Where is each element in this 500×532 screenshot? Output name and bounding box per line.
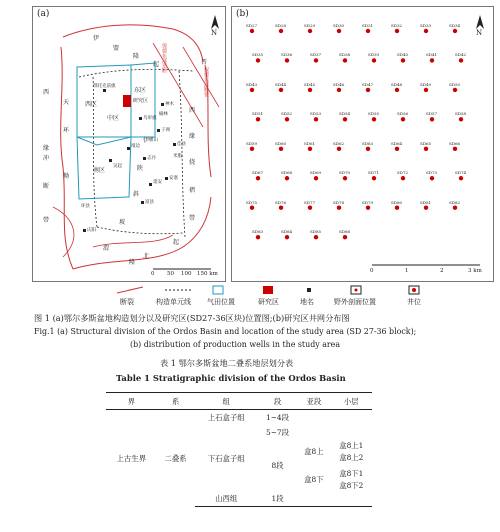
well-marker bbox=[256, 176, 260, 180]
well-label: SD43 bbox=[246, 81, 258, 87]
region-chong: 冲 bbox=[43, 155, 50, 162]
study-area-label: 研究区 bbox=[133, 98, 149, 104]
region-jin: 晋 bbox=[201, 59, 208, 66]
well-label: SD29 bbox=[304, 23, 316, 28]
well-marker bbox=[250, 29, 254, 33]
well-marker bbox=[256, 58, 260, 62]
place-hengshan: 横山 bbox=[149, 138, 158, 143]
well-marker bbox=[314, 58, 318, 62]
well-label: SD33 bbox=[420, 23, 432, 28]
well-label: SD66 bbox=[449, 140, 461, 146]
well-marker bbox=[343, 58, 347, 62]
well-label: SD69 bbox=[310, 170, 322, 176]
well-marker bbox=[308, 147, 312, 151]
region-meng: 盟 bbox=[113, 45, 120, 52]
region-xie: 斜 bbox=[133, 191, 140, 198]
well-marker bbox=[256, 235, 260, 239]
well-label: SD54 bbox=[339, 111, 351, 117]
well-label: SD49 bbox=[420, 81, 432, 87]
cell-layer-2: 盒8上2 bbox=[339, 453, 364, 462]
header-formation: 组 bbox=[195, 393, 258, 410]
region-dai-1: 带 bbox=[43, 217, 50, 224]
well-label: SD70 bbox=[339, 170, 351, 176]
well-marker bbox=[401, 58, 405, 62]
header-layer: 小层 bbox=[331, 393, 372, 410]
well-label: SD47 bbox=[362, 81, 374, 87]
place-wushenqi: 乌审旗 bbox=[143, 116, 157, 121]
legend-fault: 断裂 bbox=[120, 298, 134, 306]
region-bei: 北 bbox=[143, 253, 150, 260]
well-label: SD36 bbox=[281, 52, 293, 58]
place-yulin: 榆林 bbox=[159, 112, 168, 117]
well-label: SD40 bbox=[397, 52, 409, 58]
well-marker bbox=[314, 117, 318, 121]
region-qi: 起 bbox=[153, 61, 160, 68]
region-dai-2: 带 bbox=[189, 215, 196, 222]
scale-b-0: 0 bbox=[370, 268, 374, 274]
well-marker bbox=[366, 206, 370, 210]
block-label-east: 东区 bbox=[134, 87, 147, 94]
table-title-en: Table 1 Stratigraphic division of the Ordos Basin bbox=[116, 373, 346, 383]
header-submember: 亚段 bbox=[297, 393, 330, 410]
well-label: SD58 bbox=[455, 111, 467, 117]
region-wei: 渭 bbox=[103, 245, 110, 252]
well-label: SD38 bbox=[339, 52, 351, 58]
well-marker bbox=[343, 176, 347, 180]
well-marker bbox=[453, 206, 457, 210]
well-marker bbox=[285, 117, 289, 121]
well-marker bbox=[430, 176, 434, 180]
well-label: SD67 bbox=[252, 170, 264, 176]
well-marker bbox=[424, 147, 428, 151]
well-label: SD62 bbox=[333, 140, 345, 146]
well-label: SD75 bbox=[246, 199, 258, 205]
well-marker bbox=[372, 117, 376, 121]
well-label: SD84 bbox=[281, 229, 293, 235]
place-yanan: 延安 bbox=[153, 180, 162, 185]
well-label: SD55 bbox=[368, 111, 380, 117]
well-label: SD74 bbox=[455, 170, 467, 176]
well-label: SD79 bbox=[362, 199, 374, 205]
scale-a-150: 150 km bbox=[197, 271, 218, 277]
well-label: SD35 bbox=[252, 52, 264, 58]
well-label: SD65 bbox=[420, 140, 432, 146]
cell-formation-upper: 上石盒子组 bbox=[207, 412, 245, 422]
well-label: SD57 bbox=[426, 111, 438, 117]
region-long: 隆 bbox=[133, 53, 140, 60]
well-label: SD53 bbox=[310, 111, 322, 117]
well-label: SD46 bbox=[333, 81, 345, 87]
well-marker bbox=[424, 206, 428, 210]
region-ao: 拗 bbox=[63, 173, 70, 180]
legend-well: 井位 bbox=[407, 298, 421, 306]
well-marker bbox=[459, 58, 463, 62]
well-marker bbox=[395, 206, 399, 210]
well-marker bbox=[285, 176, 289, 180]
well-label: SD41 bbox=[426, 52, 438, 58]
region-yuan-2: 缘 bbox=[189, 133, 196, 140]
place-mizhi: 米脂 bbox=[173, 154, 182, 159]
well-label: SD78 bbox=[333, 199, 345, 205]
well-label: SD34 bbox=[449, 23, 461, 28]
well-marker bbox=[401, 176, 405, 180]
legend-unit-line: 构造单元线 bbox=[156, 298, 191, 306]
well-marker bbox=[337, 88, 341, 92]
well-label: SD81 bbox=[420, 199, 432, 205]
well-marker bbox=[279, 206, 283, 210]
region-tian: 天 bbox=[63, 99, 70, 106]
well-marker bbox=[308, 29, 312, 33]
cell-layer-3: 盒8下1 bbox=[339, 469, 364, 478]
well-label: SD68 bbox=[281, 170, 293, 176]
north-label-b: N bbox=[476, 29, 483, 37]
region-zhe: 褶 bbox=[189, 187, 196, 194]
legend-gas-field-swatch bbox=[212, 285, 224, 295]
place-zhidan: 志丹 bbox=[147, 156, 156, 161]
well-label: SD44 bbox=[275, 81, 287, 87]
legend-section-swatch bbox=[350, 285, 362, 295]
block-label-south: 南区 bbox=[93, 167, 106, 174]
place-qingyang: 庆阳 bbox=[87, 228, 96, 233]
well-label: SD64 bbox=[391, 140, 403, 146]
well-label: SD32 bbox=[391, 23, 403, 28]
cell-layer-1: 盒8上1 bbox=[339, 441, 364, 450]
scale-b-3: 3 km bbox=[468, 268, 482, 274]
region-yuan-1: 缘 bbox=[43, 145, 50, 152]
fault-label-2: 保德东部逆断 bbox=[161, 43, 167, 73]
well-label: SD72 bbox=[397, 170, 409, 176]
well-marker bbox=[279, 29, 283, 33]
place-jingbian: 靖边 bbox=[131, 144, 140, 149]
place-wuqi: 吴起 bbox=[113, 164, 122, 169]
region-huan: 环 bbox=[63, 127, 70, 134]
region-xi-1: 西 bbox=[43, 89, 50, 96]
place-fuxian: 富县 bbox=[145, 200, 154, 205]
scale-b-1: 1 bbox=[405, 268, 409, 274]
well-marker bbox=[459, 176, 463, 180]
well-label: SD76 bbox=[275, 199, 287, 205]
well-label: SD30 bbox=[333, 23, 345, 28]
well-marker bbox=[366, 147, 370, 151]
well-label: SD51 bbox=[252, 111, 264, 117]
well-label: SD80 bbox=[391, 199, 403, 205]
legend-fault-swatch bbox=[116, 285, 144, 295]
well-label: SD77 bbox=[304, 199, 316, 205]
well-marker bbox=[256, 117, 260, 121]
legend-study-area: 研究区 bbox=[258, 298, 279, 306]
well-marker bbox=[401, 117, 405, 121]
legend-place: 地名 bbox=[300, 298, 314, 306]
block-label-central: 中区 bbox=[107, 115, 120, 122]
table-header-row bbox=[106, 393, 372, 410]
well-label: SD37 bbox=[310, 52, 322, 58]
table-title-cn: 表 1 鄂尔多斯盆地二叠系地层划分表 bbox=[160, 358, 294, 368]
place-zizhou: 子洲 bbox=[161, 128, 170, 133]
well-label: SD39 bbox=[368, 52, 380, 58]
well-label: SD50 bbox=[449, 81, 461, 87]
well-marker bbox=[395, 88, 399, 92]
well-marker bbox=[366, 29, 370, 33]
well-label: SD83 bbox=[252, 229, 264, 235]
scale-a-100: 100 bbox=[181, 271, 192, 277]
region-duan: 断 bbox=[43, 183, 50, 190]
well-label: SD61 bbox=[304, 140, 316, 146]
place-shenmu: 神木 bbox=[165, 102, 174, 107]
scale-a-0: 0 bbox=[151, 271, 155, 277]
scale-a-50: 50 bbox=[167, 271, 174, 277]
well-label: SD71 bbox=[368, 170, 380, 176]
cell-member-5-7: 5~7段 bbox=[266, 427, 290, 437]
well-label: SD56 bbox=[397, 111, 409, 117]
well-marker bbox=[424, 88, 428, 92]
well-label: SD45 bbox=[304, 81, 316, 87]
header-erathem: 界 bbox=[106, 393, 157, 410]
figure-caption-en-2: (b) distribution of production wells in the study area bbox=[130, 340, 341, 349]
well-label: SD85 bbox=[310, 229, 322, 235]
well-label: SD86 bbox=[339, 229, 351, 235]
legend-unit-line-swatch bbox=[164, 285, 192, 295]
figure-caption-en-1: Fig.1 (a) Structural division of the Ordos Basin and location of the study area (SD 27-36 block); bbox=[34, 327, 417, 336]
well-marker bbox=[285, 58, 289, 62]
well-marker bbox=[430, 58, 434, 62]
cell-member-1-4: 1~4段 bbox=[266, 412, 290, 422]
map-panel-b bbox=[231, 6, 494, 282]
header-member: 段 bbox=[258, 393, 297, 410]
well-marker bbox=[343, 235, 347, 239]
block-label-west: 西区 bbox=[85, 101, 98, 108]
well-marker bbox=[279, 147, 283, 151]
region-qi-2: 起 bbox=[173, 239, 180, 246]
map-panel-a bbox=[32, 6, 226, 282]
cell-member-1: 1段 bbox=[258, 492, 297, 507]
region-yi: 伊 bbox=[93, 35, 100, 42]
well-marker bbox=[453, 88, 457, 92]
cell-erathem: 上古生界 bbox=[116, 453, 147, 463]
well-marker bbox=[308, 88, 312, 92]
well-marker bbox=[453, 147, 457, 151]
panel-b-label: (b) bbox=[236, 9, 249, 19]
region-po: 坡 bbox=[119, 219, 126, 226]
well-label: SD42 bbox=[455, 52, 467, 58]
region-xi-2: 西 bbox=[189, 107, 196, 114]
well-label: SD48 bbox=[391, 81, 403, 87]
well-marker bbox=[395, 147, 399, 151]
fault-label-1: 保德东部断裂 bbox=[203, 67, 209, 97]
well-marker bbox=[314, 235, 318, 239]
region-shan: 陕 bbox=[137, 165, 144, 172]
well-marker bbox=[372, 58, 376, 62]
stratigraphic-table bbox=[106, 392, 372, 507]
well-marker bbox=[430, 117, 434, 121]
well-label: SD27 bbox=[246, 23, 258, 28]
well-marker bbox=[453, 29, 457, 33]
legend-study-area-swatch bbox=[262, 285, 274, 295]
well-label: SD60 bbox=[275, 140, 287, 146]
well-label: SD59 bbox=[246, 140, 258, 146]
well-marker bbox=[314, 176, 318, 180]
figure-legend bbox=[112, 285, 482, 307]
cell-system: 二叠系 bbox=[164, 453, 187, 463]
region-yi-2: 伊 bbox=[143, 137, 150, 144]
well-marker bbox=[459, 117, 463, 121]
well-marker bbox=[337, 147, 341, 151]
well-label: SD82 bbox=[449, 199, 461, 205]
well-label: SD28 bbox=[275, 23, 287, 28]
well-marker bbox=[250, 206, 254, 210]
legend-gas-field: 气田位置 bbox=[207, 298, 235, 306]
panel-a-label: (a) bbox=[37, 9, 50, 19]
well-marker bbox=[285, 235, 289, 239]
cell-submember-lower bbox=[297, 468, 330, 492]
cell-member-8: 8段 bbox=[271, 461, 284, 470]
well-marker bbox=[337, 206, 341, 210]
well-marker bbox=[395, 29, 399, 33]
well-label: SD31 bbox=[362, 23, 374, 28]
well-marker bbox=[337, 29, 341, 33]
region-nao: 挠 bbox=[189, 159, 196, 166]
place-huanxian: 环县 bbox=[81, 204, 90, 209]
header-system: 系 bbox=[157, 393, 195, 410]
submember-upper-label: 盒8上 bbox=[304, 447, 324, 456]
well-label: SD63 bbox=[362, 140, 374, 146]
region-long-2: 隆 bbox=[129, 259, 136, 266]
place-jiaxian: 佳县 bbox=[177, 142, 186, 147]
well-marker bbox=[279, 88, 283, 92]
well-marker bbox=[372, 176, 376, 180]
place-etuokeqianqi: 鄂托克前旗 bbox=[93, 84, 116, 89]
cell-formation-lower: 下石盒子组 bbox=[207, 453, 245, 463]
place-ansai: 安塞 bbox=[169, 176, 178, 181]
cell-formation-shanxi: 山西组 bbox=[195, 492, 258, 507]
legend-well-swatch bbox=[408, 285, 420, 295]
well-marker bbox=[366, 88, 370, 92]
submember-lower-label: 盒8下 bbox=[304, 475, 324, 484]
cell-layer-4: 盒8下2 bbox=[339, 481, 364, 490]
well-marker bbox=[424, 29, 428, 33]
ordos-structural-map bbox=[33, 7, 225, 281]
well-marker bbox=[250, 88, 254, 92]
legend-place-swatch bbox=[304, 285, 314, 295]
well-marker bbox=[250, 147, 254, 151]
well-label: SD52 bbox=[281, 111, 293, 117]
well-marker bbox=[343, 117, 347, 121]
scale-b-2: 2 bbox=[440, 268, 444, 274]
cell-submember-upper bbox=[297, 440, 330, 464]
well-label: SD73 bbox=[426, 170, 438, 176]
north-label-a: N bbox=[211, 29, 218, 37]
well-marker bbox=[308, 206, 312, 210]
table-row bbox=[106, 410, 372, 425]
figure-caption-cn: 图 1 (a)鄂尔多斯盆地构造划分以及研究区(SD27-36区块)位置图;(b)研究区井网分布图 bbox=[34, 313, 350, 323]
legend-section: 野外剖面位置 bbox=[334, 298, 376, 306]
